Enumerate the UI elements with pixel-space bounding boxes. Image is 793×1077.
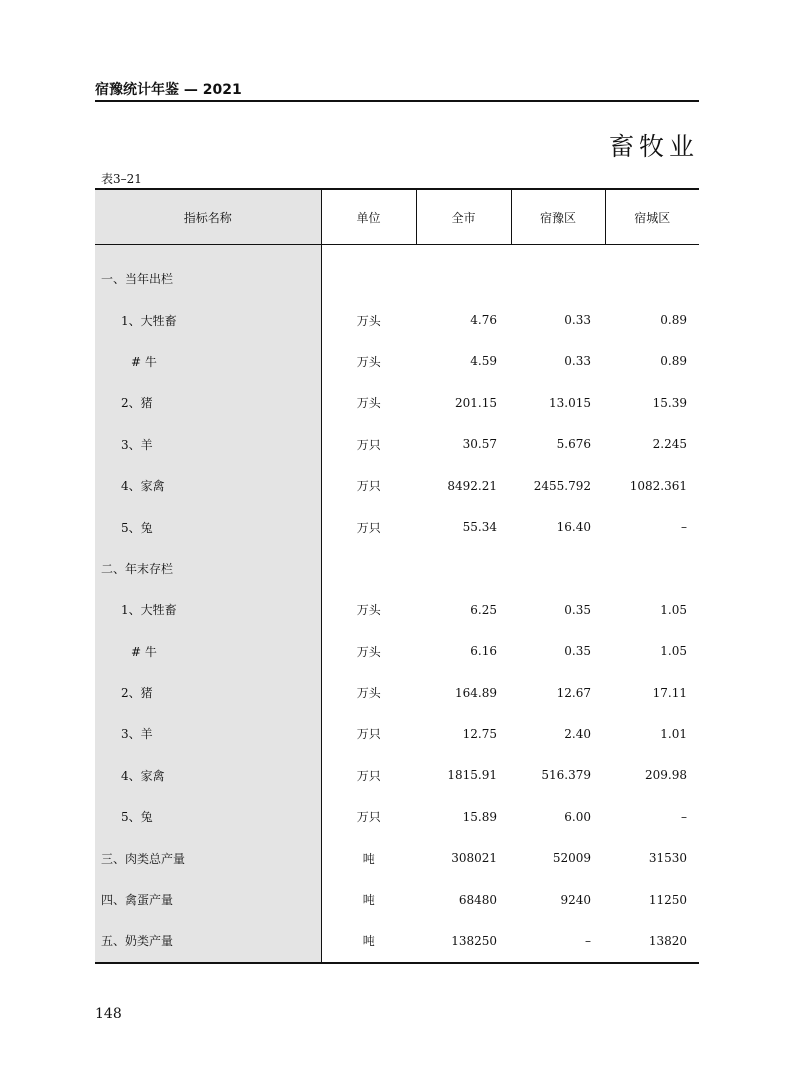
table-row bbox=[95, 341, 699, 382]
indicator-name-cell: 1、大牲畜 bbox=[95, 299, 321, 340]
indicator-name-cell: 一、当年出栏 bbox=[95, 258, 321, 299]
table-row bbox=[95, 506, 699, 547]
section-title: 畜牧业 bbox=[608, 132, 699, 161]
unit-cell: 万只 bbox=[356, 727, 381, 742]
unit-cell: 万头 bbox=[356, 313, 381, 328]
header-indicator-name: 指标名称 bbox=[95, 190, 321, 245]
sucheng-district-cell: 1.05 bbox=[660, 602, 687, 617]
indicator-name-cell: 四、禽蛋产量 bbox=[95, 879, 321, 920]
sucheng-district-cell: 0.89 bbox=[660, 313, 687, 328]
sucheng-district-cell: 11250 bbox=[648, 892, 687, 907]
indicator-name-cell: 4、家禽 bbox=[95, 465, 321, 506]
unit-cell: 万只 bbox=[356, 437, 381, 452]
suyu-district-cell: 6.00 bbox=[564, 809, 591, 824]
indicator-name-cell: # 牛 bbox=[95, 341, 321, 382]
indicator-name-cell: 4、家禽 bbox=[95, 755, 321, 796]
table-row bbox=[95, 589, 699, 630]
sucheng-district-cell: 31530 bbox=[648, 851, 687, 866]
table-row bbox=[95, 424, 699, 465]
unit-cell: 万只 bbox=[356, 810, 381, 825]
unit-cell: 吨 bbox=[362, 851, 375, 866]
suyu-district-cell: 9240 bbox=[560, 892, 591, 907]
table-row bbox=[95, 258, 699, 299]
city-total-cell: 6.16 bbox=[470, 644, 497, 659]
city-total-cell bbox=[416, 548, 511, 589]
table-number: 表3–21 bbox=[101, 172, 142, 186]
unit-cell: 万头 bbox=[356, 396, 381, 411]
unit-cell: 万头 bbox=[356, 354, 381, 369]
unit-cell: 吨 bbox=[362, 934, 375, 949]
suyu-district-cell: 2.40 bbox=[564, 726, 591, 741]
suyu-district-cell: 0.35 bbox=[564, 602, 591, 617]
city-total-cell: 138250 bbox=[451, 933, 497, 948]
sucheng-district-cell: – bbox=[681, 809, 687, 824]
sucheng-district-cell: 209.98 bbox=[645, 768, 687, 783]
table-row bbox=[95, 837, 699, 878]
unit-cell: 万头 bbox=[356, 686, 381, 701]
header-suyu-district: 宿豫区 bbox=[511, 190, 605, 245]
suyu-district-cell: 52009 bbox=[552, 851, 591, 866]
table-row bbox=[95, 548, 699, 589]
suyu-district-cell: 12.67 bbox=[556, 685, 591, 700]
table-row bbox=[95, 755, 699, 796]
sucheng-district-cell bbox=[605, 548, 699, 589]
table-row bbox=[95, 672, 699, 713]
indicator-name-cell: 二、年末存栏 bbox=[95, 548, 321, 589]
city-total-cell bbox=[416, 258, 511, 299]
suyu-district-cell bbox=[511, 258, 605, 299]
city-total-cell: 8492.21 bbox=[447, 478, 497, 493]
suyu-district-cell: 0.33 bbox=[564, 354, 591, 369]
suyu-district-cell: 13.015 bbox=[549, 395, 591, 410]
city-total-cell: 15.89 bbox=[462, 809, 497, 824]
city-total-cell: 201.15 bbox=[455, 395, 497, 410]
city-total-cell: 1815.91 bbox=[447, 768, 497, 783]
sucheng-district-cell bbox=[605, 258, 699, 299]
indicator-name-cell: 三、肉类总产量 bbox=[95, 837, 321, 878]
unit-cell: 万头 bbox=[356, 603, 381, 618]
indicator-name-cell: 3、羊 bbox=[95, 424, 321, 465]
indicator-name-cell: 2、猪 bbox=[95, 672, 321, 713]
sucheng-district-cell: 2.245 bbox=[652, 437, 687, 452]
unit-cell: 万只 bbox=[356, 520, 381, 535]
indicator-name-cell: 五、奶类产量 bbox=[95, 920, 321, 961]
unit-cell bbox=[321, 548, 416, 589]
header-city-total: 全市 bbox=[416, 190, 511, 245]
indicator-name-cell: 3、羊 bbox=[95, 713, 321, 754]
indicator-name-cell: 1、大牲畜 bbox=[95, 589, 321, 630]
unit-cell: 万只 bbox=[356, 479, 381, 494]
table-row bbox=[95, 631, 699, 672]
sucheng-district-cell: 13820 bbox=[648, 933, 687, 948]
sucheng-district-cell: 0.89 bbox=[660, 354, 687, 369]
sucheng-district-cell: 1.01 bbox=[660, 726, 687, 741]
suyu-district-cell: 2455.792 bbox=[533, 478, 591, 493]
city-total-cell: 30.57 bbox=[462, 437, 497, 452]
city-total-cell: 4.59 bbox=[470, 354, 497, 369]
suyu-district-cell: 0.33 bbox=[564, 313, 591, 328]
city-total-cell: 164.89 bbox=[455, 685, 497, 700]
sucheng-district-cell: – bbox=[681, 520, 687, 535]
table-row bbox=[95, 796, 699, 837]
sucheng-district-cell: 15.39 bbox=[652, 395, 687, 410]
sucheng-district-cell: 1082.361 bbox=[629, 478, 687, 493]
suyu-district-cell: 5.676 bbox=[556, 437, 591, 452]
indicator-name-cell: # 牛 bbox=[95, 631, 321, 672]
suyu-district-cell bbox=[511, 548, 605, 589]
header-sucheng-district: 宿城区 bbox=[605, 190, 699, 245]
running-head: 宿豫统计年鉴 — 2021 bbox=[95, 82, 242, 98]
indicator-name-cell: 5、兔 bbox=[95, 796, 321, 837]
city-total-cell: 6.25 bbox=[470, 602, 497, 617]
unit-cell bbox=[321, 258, 416, 299]
running-head-rule bbox=[95, 100, 699, 102]
city-total-cell: 4.76 bbox=[470, 313, 497, 328]
table-row bbox=[95, 713, 699, 754]
table-row bbox=[95, 879, 699, 920]
city-total-cell: 55.34 bbox=[462, 520, 497, 535]
suyu-district-cell: – bbox=[585, 933, 591, 948]
city-total-cell: 12.75 bbox=[462, 726, 497, 741]
header-unit: 单位 bbox=[321, 190, 416, 245]
sucheng-district-cell: 17.11 bbox=[652, 685, 687, 700]
indicator-name-cell: 5、兔 bbox=[95, 506, 321, 547]
table-bottom-rule bbox=[95, 962, 699, 964]
city-total-cell: 68480 bbox=[458, 892, 497, 907]
table-header-row bbox=[95, 190, 699, 245]
suyu-district-cell: 16.40 bbox=[556, 520, 591, 535]
table-row bbox=[95, 299, 699, 340]
unit-cell: 吨 bbox=[362, 893, 375, 908]
table-row bbox=[95, 382, 699, 423]
suyu-district-cell: 0.35 bbox=[564, 644, 591, 659]
unit-cell: 万头 bbox=[356, 644, 381, 659]
page-number: 148 bbox=[95, 1006, 122, 1022]
sucheng-district-cell: 1.05 bbox=[660, 644, 687, 659]
unit-cell: 万只 bbox=[356, 768, 381, 783]
table-spacer-row bbox=[95, 245, 699, 259]
statistics-table bbox=[95, 188, 699, 964]
city-total-cell: 308021 bbox=[451, 851, 497, 866]
indicator-name-cell: 2、猪 bbox=[95, 382, 321, 423]
table-row bbox=[95, 465, 699, 506]
table-row bbox=[95, 920, 699, 961]
suyu-district-cell: 516.379 bbox=[541, 768, 591, 783]
